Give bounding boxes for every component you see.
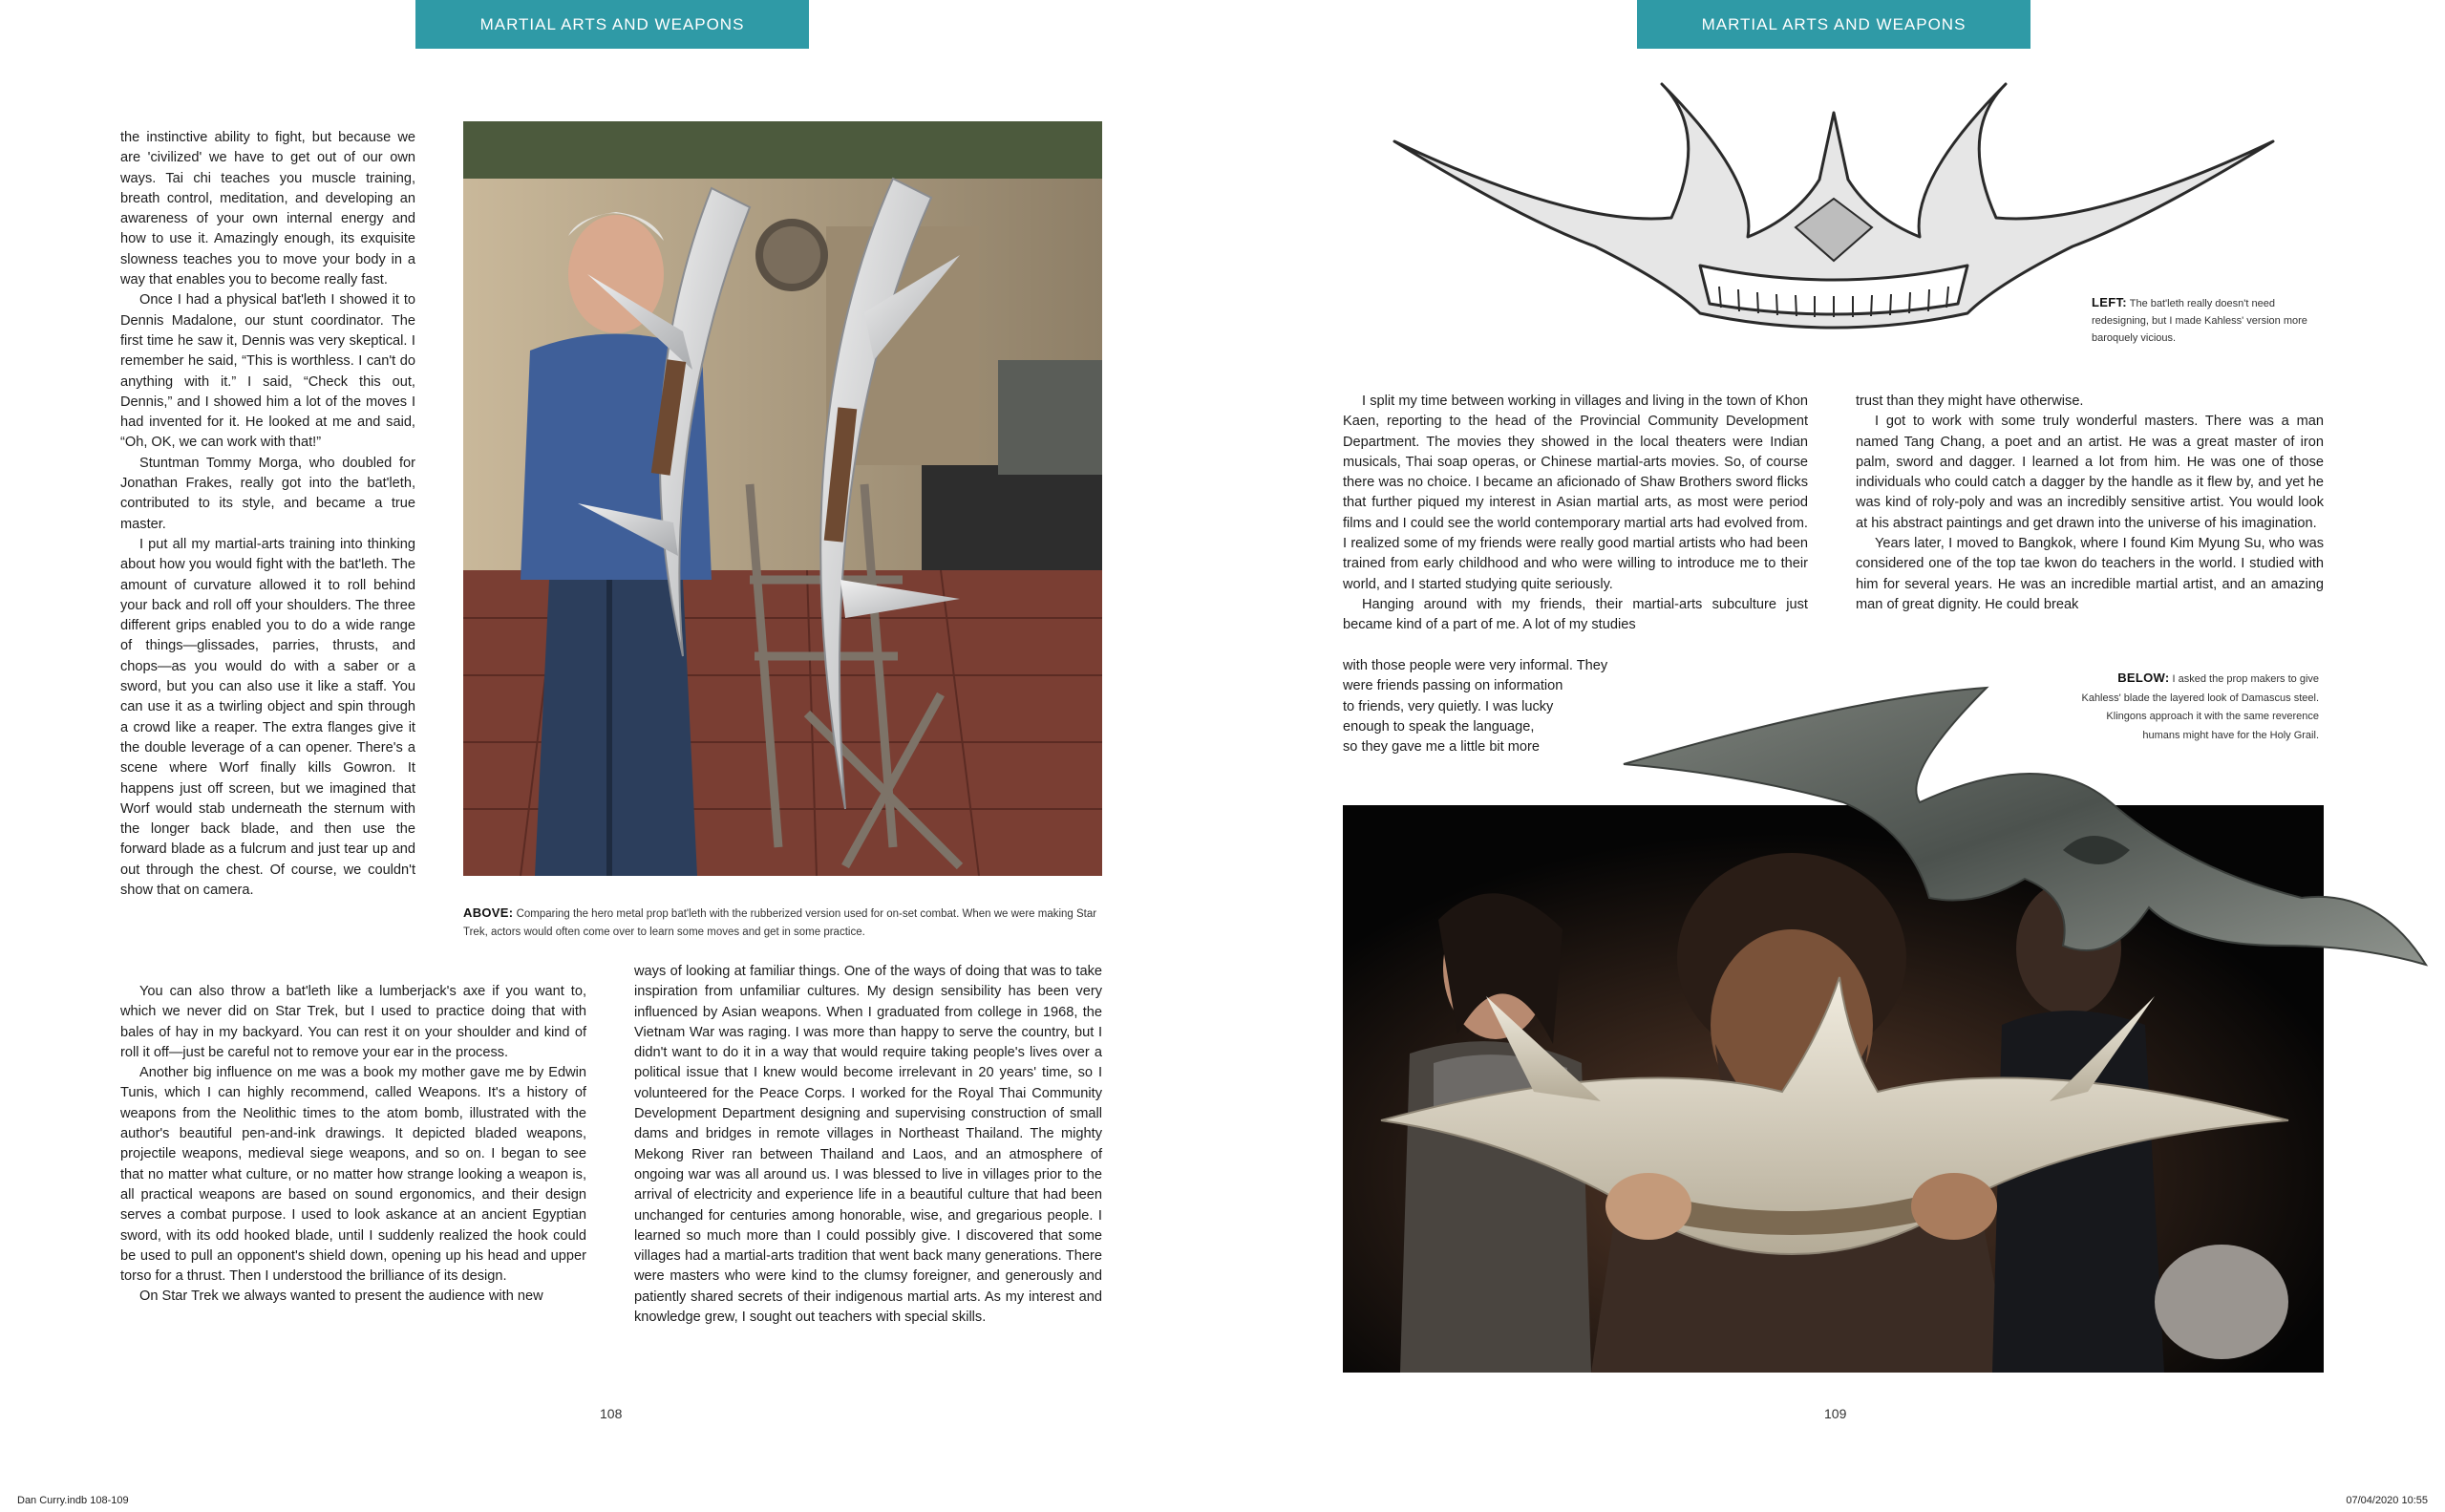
batleth-comparison-photo	[463, 121, 1102, 876]
batleth-photo-illustration	[463, 121, 1102, 876]
paragraph: Once I had a physical bat'leth I showed it to Dennis Madalone, our stunt coordinator. The first time he saw it, Dennis was very skeptical. I remember he said, “This is worthless. I can't do anything with it.” I said, “Check this out, Dennis,” and I showed him a lot of the moves I had invented for it. He looked at me and said, “Oh, OK, we can work with that!”	[120, 292, 415, 451]
paragraph: Stuntman Tommy Morga, who doubled for Jonathan Frakes, really got into the bat'leth, contributed to its style, and became a true master.	[120, 455, 415, 532]
running-header-left	[415, 0, 809, 49]
paragraph: I split my time between working in villages and living in the town of Khon Kaen, reporting to the head of the Provincial Community Development Department. The movies they showed in the local theaters were Indian musicals, Thai soap operas, or Chinese martial-arts movies. So, of course there was no choice. I became an aficionado of Shaw Brothers sword flicks that further piqued my interest in Asian martial arts, as most were period films and I could see the world contemporary martial arts had evolved from. I realized some of my friends were really good martial artists who had been trained from early childhood and who were willing to introduce me to their world, and I started studying quite seriously.	[1343, 394, 1808, 592]
caption-label: ABOVE:	[463, 905, 514, 920]
left-page	[0, 0, 1222, 1512]
paragraph: Years later, I moved to Bangkok, where I found Kim Myung Su, who was considered one of the top tae kwon do teachers in the world. I studied with him for several years. He was an incredible martial artist, and an amazing man of great dignity. He could break	[1856, 536, 2324, 612]
left-column-1-lower	[120, 982, 586, 1308]
right-column-1-wrap	[1343, 656, 1650, 757]
text-line: to friends, very quietly. I was lucky	[1343, 698, 1554, 714]
text-line: enough to speak the language,	[1343, 718, 1535, 735]
sketch-caption-left	[2092, 294, 2321, 347]
caption-text: Comparing the hero metal prop bat'leth with the rubberized version used for on-set combat. When we were making Star Trek, actors would often come over to learn some moves and get in some practice.	[463, 908, 1097, 938]
caption-text: The bat'leth really doesn't need redesigning, but I made Kahless' version more baroquely vicious.	[2092, 298, 2307, 344]
running-header-text: MARTIAL ARTS AND WEAPONS	[1701, 14, 1967, 33]
paragraph: I got to work with some truly wonderful masters. There was a man named Tang Chang, a poet and an artist. He was a great master of iron palm, sword and dagger. I learned a lot from him. He was one of those individuals who could catch a dagger by the handle as it flew by, and yet he was kind of roly-poly and was an incredibly sensitive artist. You would look at his abstract paintings and get drawn into the universe of his imagination.	[1856, 414, 2324, 531]
damascus-batleth-illustration	[1614, 659, 2445, 1003]
caption-label: BELOW:	[2117, 671, 2170, 685]
page-number-right: 109	[1824, 1406, 1847, 1421]
running-header-right	[1637, 0, 2030, 49]
right-column-1	[1343, 392, 1808, 636]
paragraph: You can also throw a bat'leth like a lumberjack's axe if you want to, which we never did on Star Trek, but I used to practice doing that with bales of hay in my backyard. You can rest it on your shoulder and kind of roll it off—just be careful not to remove your ear in the process.	[120, 984, 586, 1060]
paragraph: I put all my martial-arts training into thinking about how you would fight with the bat'leth. The amount of curvature allowed it to roll behind your back and roll off your shoulders. The three different grips enabled you to do a wide range of things—glissades, parries, thrusts, and chops—as you would do with a saber or a sword, but you can also use it like a staff. You can use it as a twirling object and spin through a crowd like a reaper. The extra flanges give it the double leverage of a can opener. There's a scene where Worf finally kills Gowron. It happens just off screen, but we imagined that Worf would stab underneath the sternum with the longer back blade, and then use the forward blade as a fulcrum and just tear up and out through the chest. Of course, we couldn't show that on camera.	[120, 536, 415, 898]
photo-caption-above	[463, 904, 1102, 942]
photo-caption-below	[2080, 669, 2319, 745]
text-line: so they gave me a little bit more	[1343, 739, 1541, 756]
paragraph: trust than they might have otherwise.	[1856, 394, 2084, 409]
paragraph: Another big influence on me was a book my mother gave me by Edwin Tunis, which I can highly recommend, called Weapons. It's a history of weapons from the Neolithic times to the atom bomb, illustrated with the author's beautiful pen-and-ink drawings. It depicted bladed weapons, projectile weapons, medieval siege weapons, and so on. I began to see that no matter what culture, or no matter how strange looking a weapon is, all practical weapons are based on sound ergonomics, and their design serves a combat purpose. I used to look askance at an ancient Egyptian sword, with its odd hooked blade, until I suddenly realized the hook could be used to pull an opponent's shield down, opening up his head and upper torso for a thrust. Then I understood the brilliance of its design.	[120, 1065, 586, 1285]
left-column-1	[120, 128, 415, 901]
paragraph: the instinctive ability to fight, but because we are 'civilized' we have to get out of our own ways. Tai chi teaches you muscle training, breath control, meditation, and developing an awareness of your own internal energy and how to use it. Amazingly enough, its exquisite slowness teaches you to move your body in a way that enables you to become really fast.	[120, 130, 415, 288]
right-column-2	[1856, 392, 2324, 615]
paragraph: Hanging around with my friends, their martial-arts subculture just became kind of a part of me. A lot of my studies	[1343, 596, 1808, 633]
paragraph: On Star Trek we always wanted to present the audience with new	[139, 1288, 543, 1305]
print-slug-right: 07/04/2020 10:55	[2346, 1495, 2428, 1506]
caption-text: I asked the prop makers to give Kahless' blade the layered look of Damascus steel. Klingons approach it with the same reverence humans might have for the Holy Grail.	[2081, 673, 2319, 741]
text-line: with those people were very informal. They	[1343, 658, 1608, 673]
damascus-batleth-photo	[1614, 659, 2445, 1003]
paragraph: ways of looking at familiar things. One of the ways of doing that was to take inspiration from unfamiliar cultures. My design sensibility has been very influenced by Asian weapons. When I graduated from college in 1968, the Vietnam War was raging. I was more than happy to serve the country, but I didn't want to do it in a way that would require taking people's lives over a political issue that I knew would become irrelevant in 20 years' time, so I volunteered for the Peace Corps. I worked for the Royal Thai Community Development Department designing and supervising construction of small dams and bridges in remote villages in Northeast Thailand. The mighty Mekong River ran between Thailand and Laos, and an atmosphere of ongoing war was all around us. I was blessed to live in villages prior to the arrival of electricity and experience life in a beautiful culture that had been unchanged for centuries among honorable, wise, and gregarious people. I learned so much more than I could possibly give. I discovered that some villages had a martial-arts tradition that went back many generations. There were masters who were kind to the clumsy foreigner, and generously and patiently shared secrets of their indigenous martial arts. As my interest and knowledge grew, I sought out teachers with special skills.	[634, 964, 1102, 1326]
right-page	[1222, 0, 2445, 1512]
running-header-text: MARTIAL ARTS AND WEAPONS	[479, 14, 745, 33]
left-column-2	[634, 962, 1102, 1328]
text-line: were friends passing on information	[1343, 678, 1563, 694]
page-number-left: 108	[600, 1406, 623, 1421]
print-slug-left: Dan Curry.indb 108-109	[17, 1495, 129, 1506]
caption-label: LEFT:	[2092, 295, 2127, 309]
